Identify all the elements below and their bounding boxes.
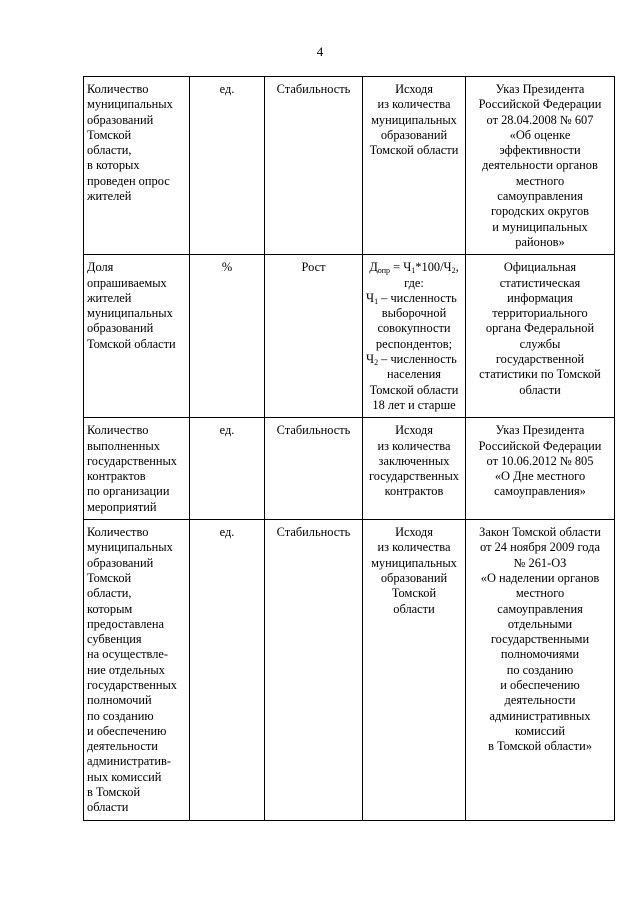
- method-cell: Исходя из количества муниципальных образований Томской области: [363, 77, 466, 255]
- formula-ch2-rest: населения Томской области 18 лет и старше: [369, 367, 459, 412]
- formula-ch2-subscript: 2: [374, 358, 379, 368]
- formula-ch2-definition: [366, 352, 462, 367]
- formula-c1-subscript: 1: [411, 266, 416, 276]
- formula-equals: = Ч: [390, 260, 412, 275]
- formula-d-symbol: Д: [369, 260, 378, 275]
- source-cell: Закон Томской области от 24 ноября 2009 года № 261-ОЗ «О наделении органов местного самоуправления отдельными государственными полномочиями по созданию и обеспечению деятельности административных комиссий в Томской области»: [466, 520, 615, 821]
- formula-ch1-symbol: Ч: [366, 290, 375, 305]
- formula-ch1-rest: выборочной совокупности респондентов;: [375, 306, 453, 351]
- method-cell: Исходя из количества муниципальных образований Томской области: [363, 520, 466, 821]
- table-row: [84, 255, 615, 418]
- formula-middle: *100/Ч: [415, 260, 452, 275]
- formula-ch1-subscript: 1: [374, 296, 379, 306]
- formula-ch1-definition: [366, 291, 462, 306]
- source-cell: Официальная статистическая информация территориального органа Федеральной службы государственной статистики по Томской области: [466, 255, 615, 418]
- formula-expression: [366, 260, 462, 275]
- trend-cell: Рост: [265, 255, 363, 418]
- formula-comma: ,: [455, 260, 459, 275]
- indicator-cell: Количество муниципальных образований Томской области, которым предоставлена субвенция на осуществле- ние отдельных государственных полномочий по созданию и обеспечению деятельности административ- ных комиссий в Томской области: [84, 520, 190, 821]
- indicator-cell: Количество муниципальных образований Томской области, в которых проведен опрос жителей: [84, 77, 190, 255]
- indicator-cell: Количество выполненных государственных контрактов по организации мероприятий: [84, 418, 190, 520]
- formula-c2-subscript: 2: [451, 266, 456, 276]
- unit-cell: ед.: [190, 520, 265, 821]
- table-row: [84, 520, 615, 821]
- unit-cell: %: [190, 255, 265, 418]
- formula-cell: [363, 255, 466, 418]
- unit-cell: ед.: [190, 418, 265, 520]
- trend-cell: Стабильность: [265, 520, 363, 821]
- table-row: [84, 418, 615, 520]
- source-cell: Указ Президента Российской Федерации от 10.06.2012 № 805 «О Дне местного самоуправления»: [466, 418, 615, 520]
- source-cell: Указ Президента Российской Федерации от 28.04.2008 № 607 «Об оценке эффективности деятельности органов местного самоуправления городских округов и муниципальных районов»: [466, 77, 615, 255]
- trend-cell: Стабильность: [265, 77, 363, 255]
- indicator-cell: Доля опрашиваемых жителей муниципальных образований Томской области: [84, 255, 190, 418]
- page-number: 4: [316, 44, 324, 59]
- formula-d-subscript: опр: [377, 266, 391, 276]
- trend-cell: Стабильность: [265, 418, 363, 520]
- formula-ch2-symbol: Ч: [366, 352, 375, 367]
- unit-cell: ед.: [190, 77, 265, 255]
- indicators-table: [83, 76, 615, 821]
- table-row: [84, 77, 615, 255]
- formula-where: где:: [404, 275, 424, 290]
- method-cell: Исходя из количества заключенных государственных контрактов: [363, 418, 466, 520]
- formula-ch2-def: – численность: [378, 352, 457, 367]
- formula-ch1-def: – численность: [378, 290, 457, 305]
